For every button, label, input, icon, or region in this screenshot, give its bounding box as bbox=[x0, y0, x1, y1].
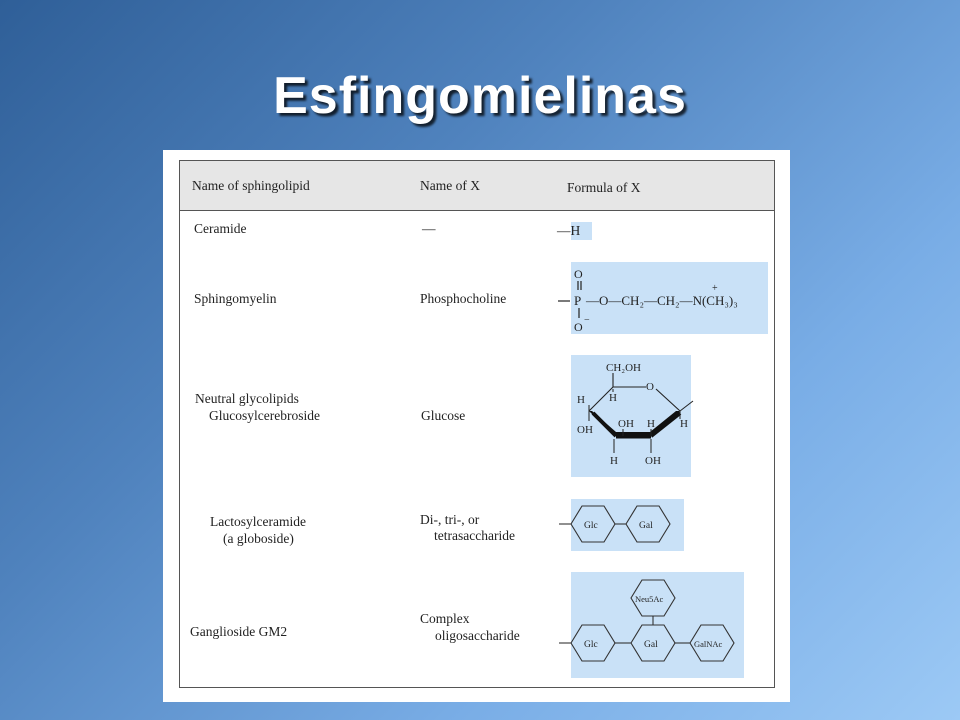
header-name-of-sphingolipid: Name of sphingolipid bbox=[192, 178, 310, 193]
row-ganglioside-x-name-line2: oligosaccharide bbox=[435, 628, 520, 643]
minus-charge: − bbox=[584, 315, 590, 326]
neu5ac-label: Neu5Ac bbox=[635, 594, 664, 604]
row-ganglioside-name: Ganglioside GM2 bbox=[190, 624, 288, 639]
row-sphingomyelin-x-name: Phosphocholine bbox=[420, 291, 507, 306]
gm2-gal-label: Gal bbox=[644, 640, 658, 650]
gal-label: Gal bbox=[639, 521, 653, 531]
slide-title: Esfingomielinas bbox=[273, 67, 687, 125]
svg-text:OH: OH bbox=[645, 455, 661, 467]
row-glucosylcerebroside-x-name: Glucose bbox=[421, 408, 466, 423]
gm2-glc-label: Glc bbox=[584, 640, 598, 650]
svg-text:CH₂OH: CH₂OH bbox=[606, 362, 642, 374]
row-ceramide-name: Ceramide bbox=[194, 221, 247, 236]
row-lactosylceramide-x-name-line2: tetrasaccharide bbox=[434, 528, 515, 543]
glc-label: Glc bbox=[584, 521, 598, 531]
svg-text:H: H bbox=[609, 392, 617, 404]
plus-charge: + bbox=[712, 283, 718, 294]
row-glucosylcerebroside-name-line2: Glucosylcerebroside bbox=[209, 408, 320, 423]
svg-text:OH: OH bbox=[577, 424, 593, 436]
sphingolipid-table-figure bbox=[163, 150, 790, 702]
table-frame bbox=[179, 160, 775, 688]
svg-text:OH: OH bbox=[618, 418, 634, 430]
row-lactosylceramide-x-name-line1: Di-, tri-, or bbox=[420, 512, 480, 527]
row-ceramide-formula: —H bbox=[557, 223, 581, 238]
p-oxygen-top: O bbox=[574, 267, 583, 281]
row-ceramide-x-name: — bbox=[422, 221, 436, 236]
row-lactosylceramide-name-line2: (a globoside) bbox=[223, 531, 294, 546]
svg-text:H: H bbox=[680, 418, 688, 430]
svg-text:H: H bbox=[647, 418, 655, 430]
row-sphingomyelin-name: Sphingomyelin bbox=[194, 291, 277, 306]
row-glucosylcerebroside-name-line1: Neutral glycolipids bbox=[195, 391, 299, 406]
svg-text:H: H bbox=[610, 455, 618, 467]
row-lactosylceramide-name-line1: Lactosylceramide bbox=[210, 514, 306, 529]
row-ganglioside-x-name-line1: Complex bbox=[420, 611, 470, 626]
galnac-label: GalNAc bbox=[694, 639, 723, 649]
p-oxygen-bottom: O bbox=[574, 320, 583, 334]
phosphorus-atom: P bbox=[574, 293, 582, 308]
svg-text:H: H bbox=[577, 394, 585, 406]
phosphocholine-chain: —O—CH₂—CH₂—N(CH₃)₃ bbox=[586, 293, 738, 308]
header-formula-of-x: Formula of X bbox=[567, 180, 641, 195]
gm2-oligosaccharide-hexagons bbox=[180, 161, 776, 689]
header-name-of-x: Name of X bbox=[420, 178, 480, 193]
svg-text:O: O bbox=[646, 381, 654, 393]
